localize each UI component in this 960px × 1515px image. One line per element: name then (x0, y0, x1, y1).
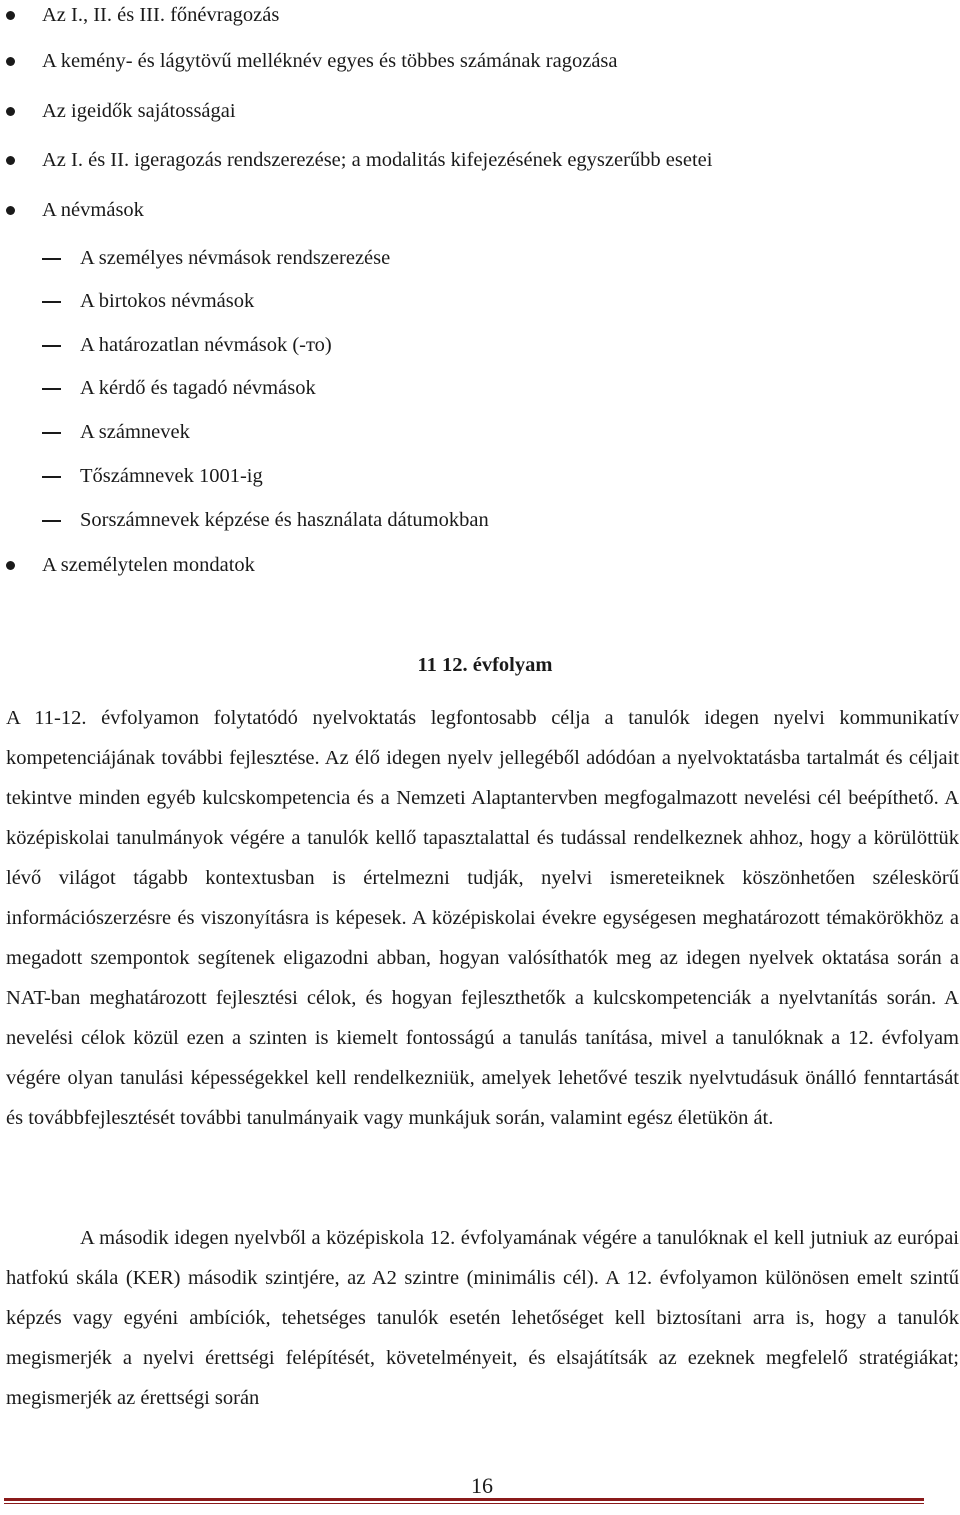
dash-icon (42, 476, 61, 478)
bullet-icon (6, 156, 15, 165)
list-item-text: A kemény- és lágytövű melléknév egyes és többes számának ragozása (42, 50, 618, 72)
list-item-text: A személyes névmások rendszerezése (80, 247, 391, 269)
footer-rule-thin (4, 1503, 924, 1504)
list-item-text: A névmások (42, 199, 144, 221)
dash-icon (42, 520, 61, 522)
bullet-icon (6, 11, 15, 20)
list-item-text: A személytelen mondatok (42, 554, 255, 576)
dash-icon (42, 258, 61, 260)
body-paragraph: A második idegen nyelvből a középiskola 12. évfolyamának végére a tanulóknak el kell jutniuk az európai hatfokú skála (KER) második szintjére, az A2 szintre (minimális cél). A 12. évfolyamon különösen emelt szintű képzés vagy egyéni ambíciók, tehetséges tanulók esetén lehetőséget kell biztosítani arra is, hogy a tanulók megismerjék a nyelvi érettségi felépítését, követelményeit, és elsajátítsák az ezeknek megfelelő stratégiákat; megismerjék az érettségi során (6, 1227, 959, 1409)
bullet-icon (6, 57, 15, 66)
list-item-text: Sorszámnevek képzése és használata dátumokban (80, 509, 489, 531)
bullet-icon (6, 206, 15, 215)
dash-icon (42, 432, 61, 434)
body-paragraph: A 11-12. évfolyamon folytatódó nyelvoktatás legfontosabb célja a tanulók idegen nyelvi kommunikatív kompetenciájának további fejlesztése. Az élő idegen nyelv jellegéből adódóan a nyelvoktatásba tartalmát és céljait tekintve minden egyéb kulcskompetencia és a Nemzeti Alaptantervben megfogalmazott nevelési cél beépíthető. A középiskolai tanulmányok végére a tanulók kellő tapasztalattal és tudással rendelkeznek ahhoz, hogy a körülöttük lévő világot tágabb kontextusban is értelmezni tudják, nyelvi ismereteiknek köszönhetően széleskörű információszerzésre és viszonyításra is képesek. A középiskolai évekre egységesen meghatározott témakörökhöz a megadott szempontok segítenek eligazodni abban, hogyan valósíthatók meg az idegen nyelvek oktatása során a NAT-ban meghatározott fejlesztési célok, és hogyan fejleszthetők a kulcskompetenciák a nyelvtanítás során. A nevelési célok közül ezen a szinten is kiemelt fontosságú a tanulás tanítása, mivel a tanulóknak a 12. évfolyam végére olyan tanulási képességekkel kell rendelkezniük, amelyek lehetővé teszik nyelvtudásuk önálló fenntartását és továbbfejlesztését további tanulmányaik vagy munkájuk során, valamint egész életükön át. (6, 707, 959, 1129)
list-item-text: A határozatlan névmások (-то) (80, 334, 332, 356)
list-item-text: Az I. és II. igeragozás rendszerezése; a modalitás kifejezésének egyszerűbb esetei (42, 149, 713, 171)
list-item-text: A birtokos névmások (80, 290, 255, 312)
dash-icon (42, 301, 61, 303)
list-item-text: Az igeidők sajátosságai (42, 100, 236, 122)
bullet-icon (6, 561, 15, 570)
bullet-icon (6, 107, 15, 116)
section-heading: 11 12. évfolyam (417, 654, 553, 676)
list-item-text: A kérdő és tagadó névmások (80, 377, 316, 399)
page-number: 16 (471, 1473, 493, 1498)
list-item-text: A számnevek (80, 421, 190, 443)
dash-icon (42, 388, 61, 390)
list-item-text: Az I., II. és III. főnévragozás (42, 4, 280, 26)
list-item-text: Tőszámnevek 1001-ig (80, 465, 263, 487)
footer-rule (4, 1498, 924, 1501)
dash-icon (42, 345, 61, 347)
